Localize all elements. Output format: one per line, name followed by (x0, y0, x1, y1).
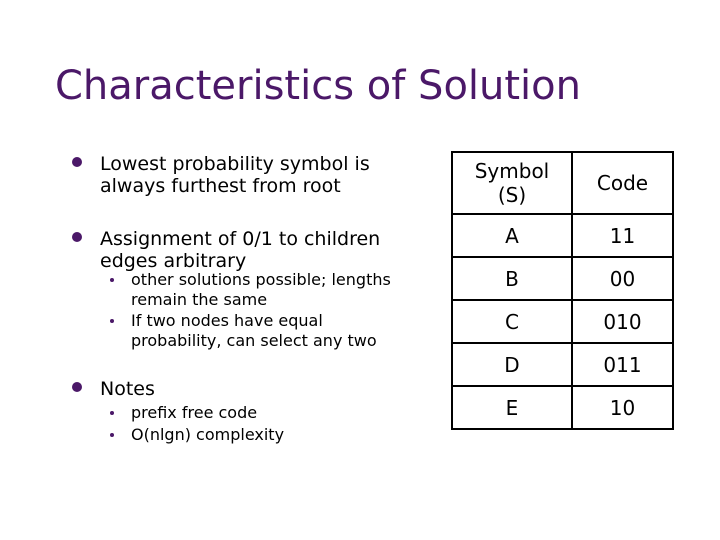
table-row (452, 386, 673, 429)
symbol-cell: C (452, 300, 572, 343)
code-table (451, 151, 674, 430)
bullet-text: Notes (100, 378, 155, 400)
symbol-cell: B (452, 257, 572, 300)
bullet-dot-icon (72, 382, 82, 392)
symbol-cell: E (452, 386, 572, 429)
bullet-text: Assignment of 0/1 to children edges arbitrary (100, 228, 381, 272)
sub-bullet-dot-icon (110, 411, 114, 415)
table-header-row (452, 152, 673, 214)
sub-bullet-dot-icon (110, 278, 114, 282)
slide-title: Characteristics of Solution (55, 63, 581, 109)
symbol-cell: D (452, 343, 572, 386)
sub-bullet-dot-icon (110, 433, 114, 437)
code-cell: 10 (572, 386, 673, 429)
code-cell: 011 (572, 343, 673, 386)
table-row (452, 257, 673, 300)
sub-bullet-dot-icon (110, 319, 114, 323)
table-row (452, 214, 673, 257)
code-cell: 00 (572, 257, 673, 300)
column-header-code: Code (572, 152, 673, 214)
code-cell: 010 (572, 300, 673, 343)
sub-bullet-text: O(nlgn) complexity (131, 425, 285, 444)
table-row (452, 343, 673, 386)
table-row (452, 300, 673, 343)
bullet-dot-icon (72, 157, 82, 167)
bullet-text: Lowest probability symbol is always furthest from root (100, 153, 370, 197)
column-header-symbol: Symbol (S) (452, 152, 572, 214)
sub-bullet-text: other solutions possible; lengths remain the same (131, 270, 391, 309)
sub-bullet-text: If two nodes have equal probability, can select any two (131, 311, 377, 350)
bullet-dot-icon (72, 232, 82, 242)
code-cell: 11 (572, 214, 673, 257)
sub-bullet-text: prefix free code (131, 403, 258, 422)
symbol-cell: A (452, 214, 572, 257)
